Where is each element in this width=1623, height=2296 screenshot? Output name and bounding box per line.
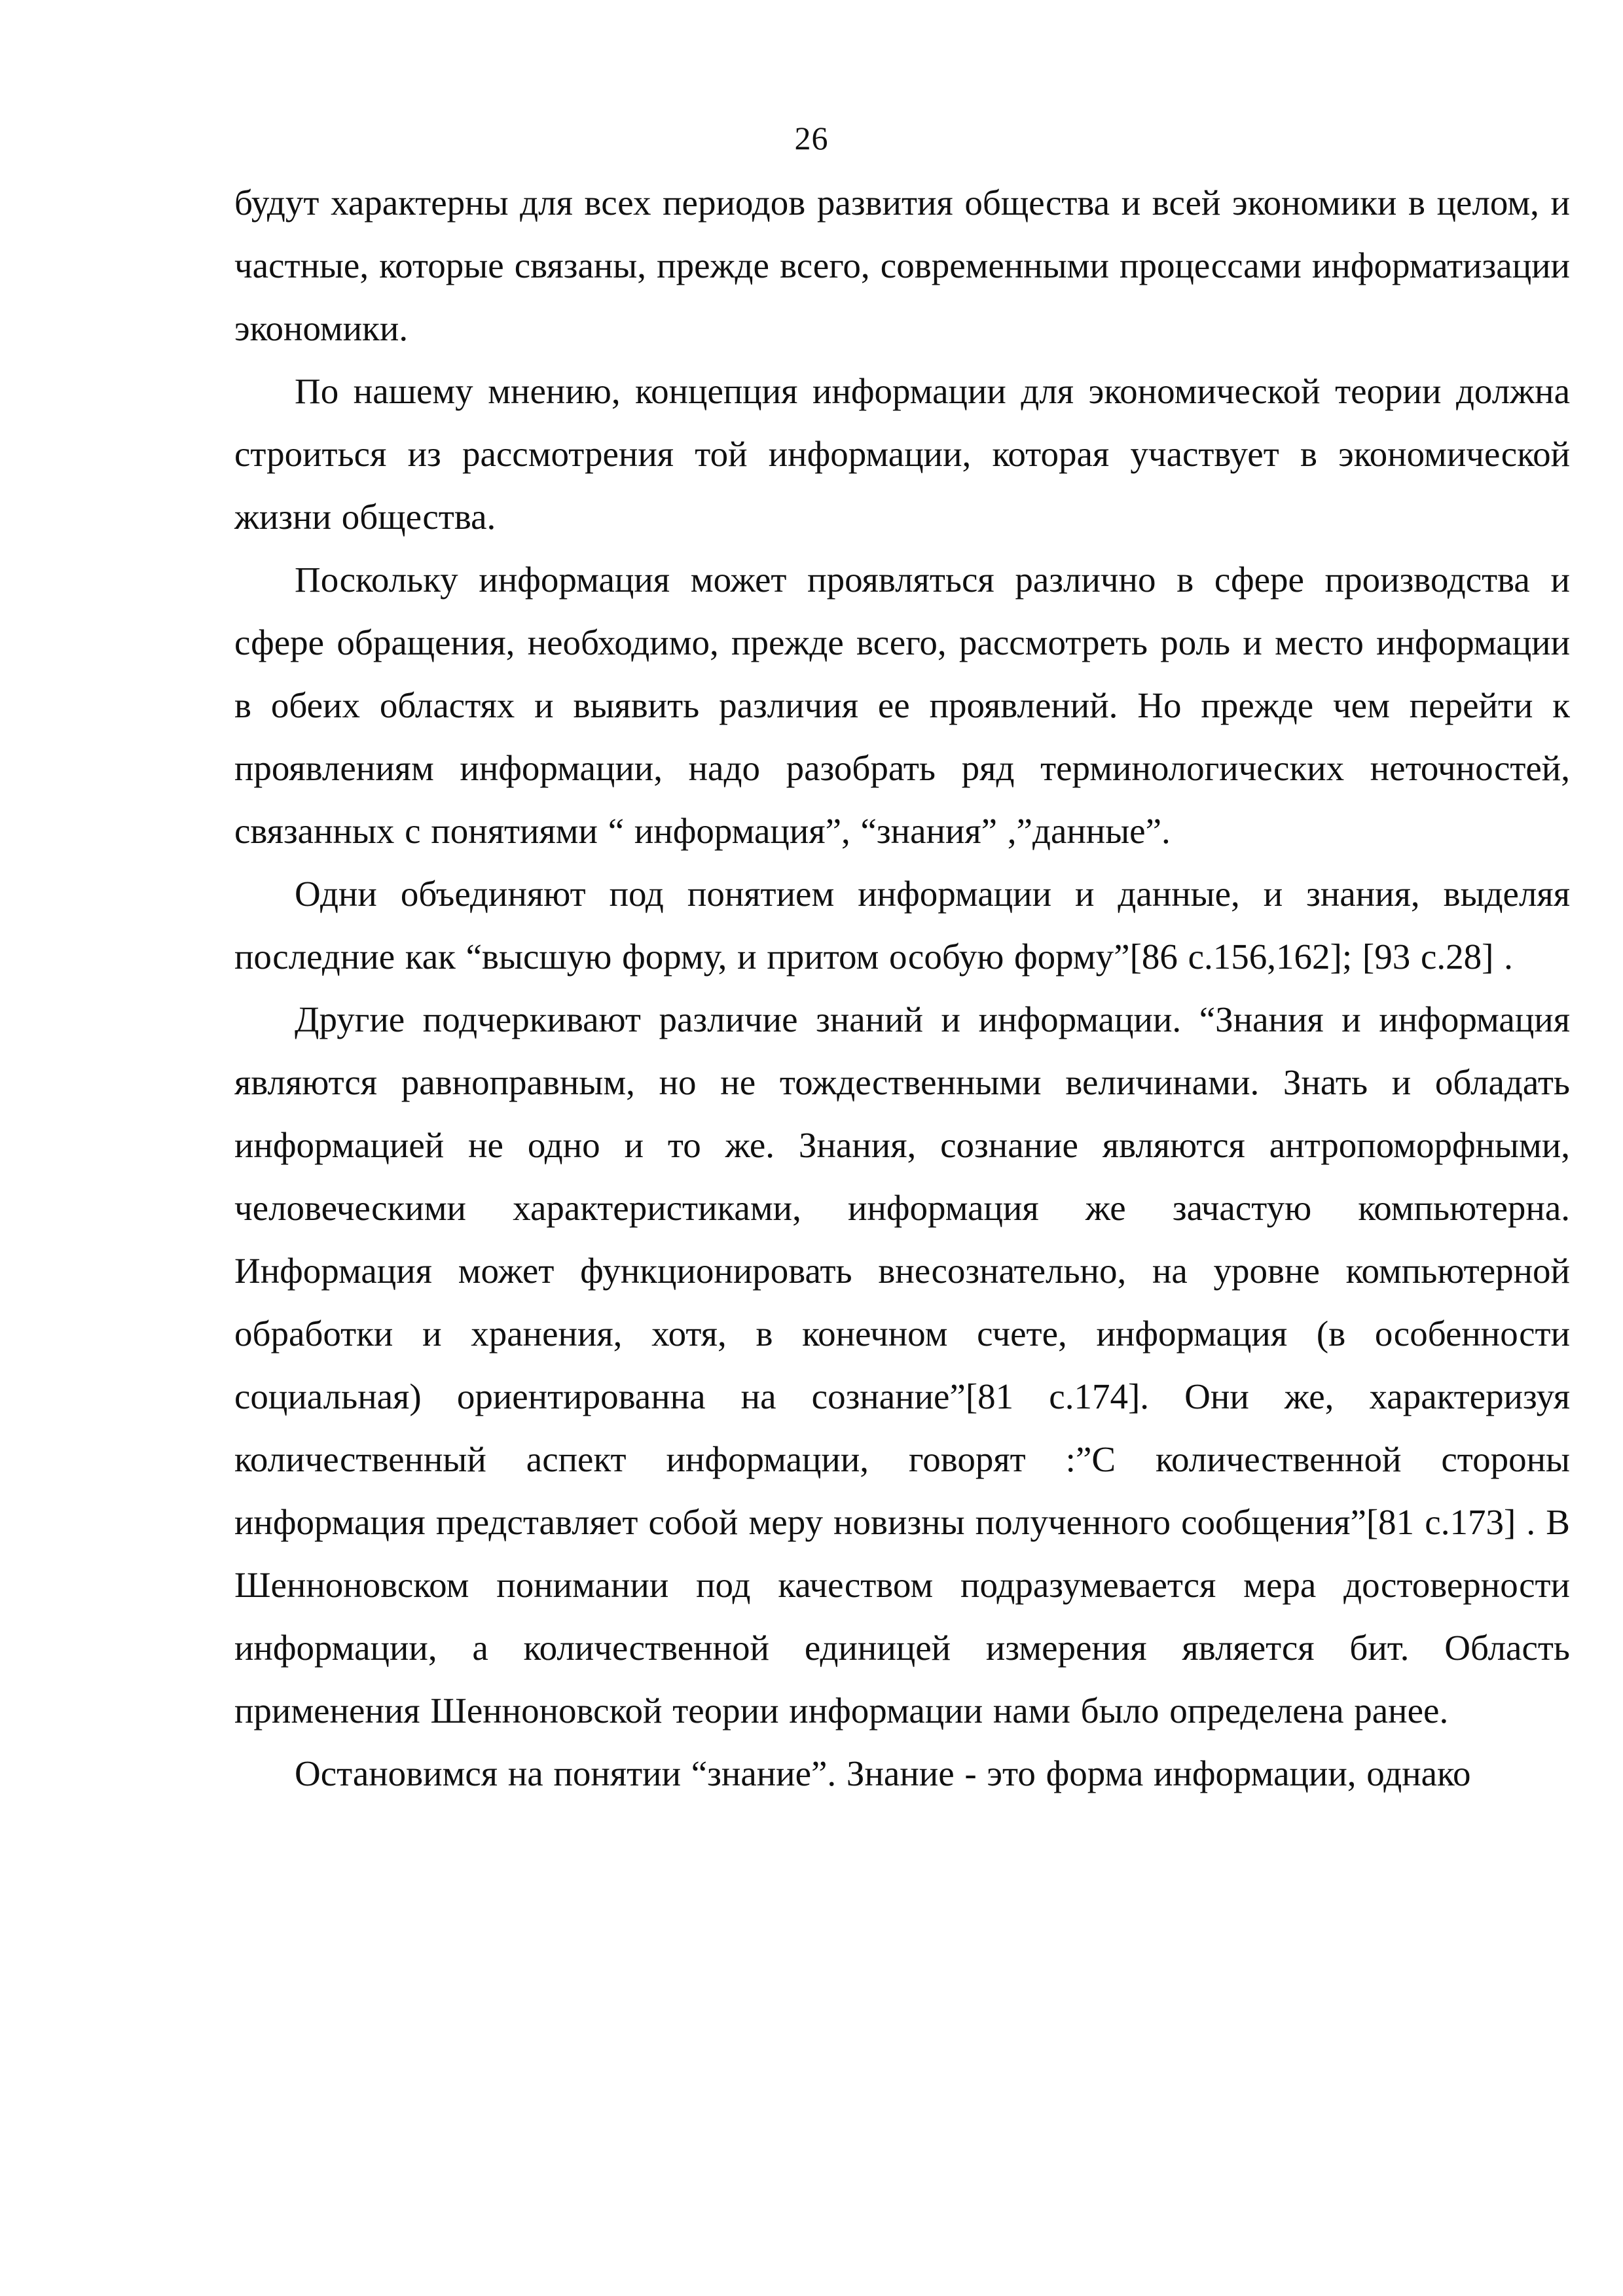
paragraph: Поскольку информация может проявляться различно в сфере производства и сфере обращения, необходимо, прежде всего, рассмотреть роль и место информации в обеих областях и выявить различия ее проявлений. Но прежде чем перейти к проявлениям информации, надо разобрать ряд терминологических неточностей, связанных с понятиями “ информация”, “знания” ,”данные”. — [234, 560, 1570, 851]
paragraph: По нашему мнению, концепция информации для экономической теории должна строиться из рассмотрения той информации, которая участвует в экономической жизни общества. — [234, 371, 1570, 537]
paragraph: Одни объединяют под понятием информации и данные, и знания, выделяя последние как “высшую форму, и притом особую форму”[86 с.156,162]; [93 с.28] . — [234, 874, 1570, 977]
paragraph: Остановимся на понятии “знание”. Знание - это форма информации, однако — [295, 1753, 1471, 1793]
page-content — [234, 171, 1570, 1805]
paragraph: Другие подчеркивают различие знаний и информации. “Знания и информация являются равноправным, но не тождественными величинами. Знать и обладать информацией не одно и то же. Знания, сознание являются антропоморфными, человеческими характеристиками, информация же зачастую компьютерна. Информация может функционировать внесознательно, на уровне компьютерной обработки и хранения, хотя, в конечном счете, информация (в особенности социальная) ориентированна на сознание”[81 с.174]. Они же, характеризуя количественный аспект информации, говорят :”С количественной стороны информация представляет собой меру новизны полученного сообщения”[81 с.173] . В Шенноновском понимании под качеством подразумевается мера достоверности информации, а количественной единицей измерения является бит. Область применения Шенноновской теории информации нами было определена ранее. — [234, 999, 1570, 1731]
paragraph: будут характерны для всех периодов развития общества и всей экономики в целом, и частные, которые связаны, прежде всего, современными процессами информатизации экономики. — [234, 183, 1570, 348]
page-number: 26 — [794, 120, 829, 156]
